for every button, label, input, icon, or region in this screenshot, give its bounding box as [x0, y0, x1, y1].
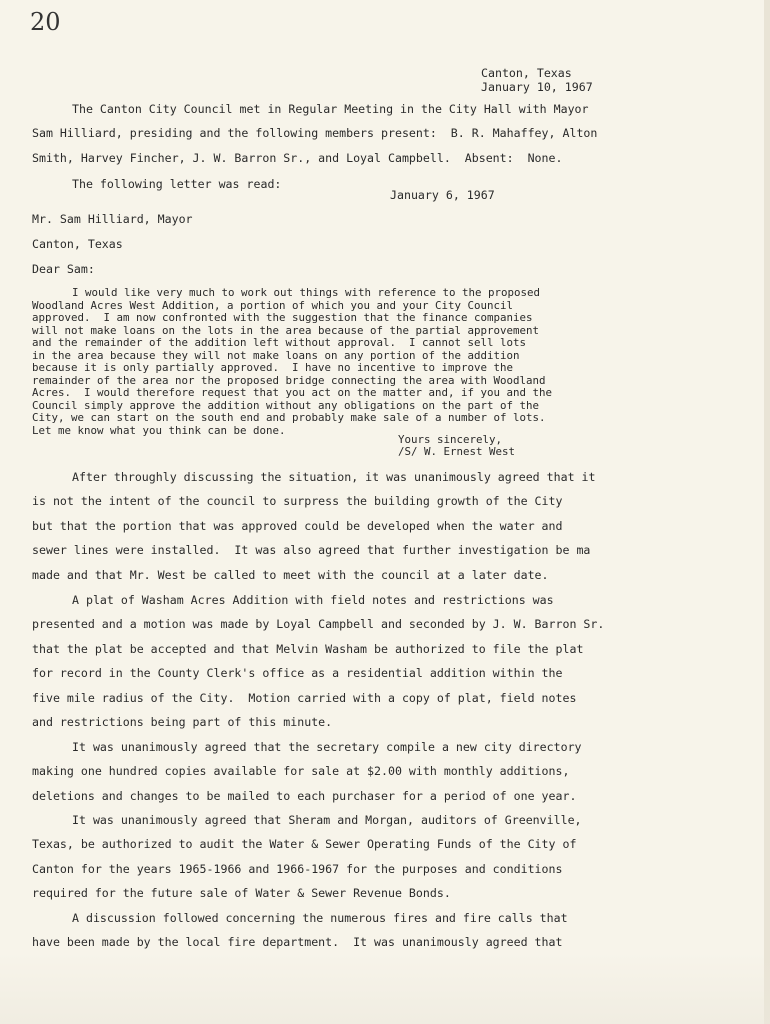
page-edge: [764, 0, 770, 1024]
letter-body-line: remainder of the area nor the proposed bridge connecting the area with Woodland: [32, 373, 546, 387]
minutes-line: It was unanimously agreed that Sheram and Morgan, auditors of Greenville,: [72, 813, 582, 827]
letter-body-line: in the area because they will not make loans on any portion of the addition: [32, 348, 520, 362]
page-number: 20: [30, 8, 61, 36]
letter-body-line: will not make loans on the lots in the area because of the partial approvement: [32, 323, 540, 337]
minutes-line: for record in the County Clerk's office as a residential addition within the: [32, 666, 563, 680]
letter-body-line: City, we can start on the south end and probably make sale of a number of lots.: [32, 411, 546, 424]
minutes-line: After throughly discussing the situation, it was unanimously agreed that it: [72, 470, 596, 484]
letter-address: Canton, Texas: [32, 237, 123, 251]
minutes-line: have been made by the local fire department. It was unanimously agreed that: [32, 935, 563, 949]
minutes-line: Canton for the years 1965-1966 and 1966-1967 for the purposes and conditions: [32, 862, 563, 876]
intro-line: Smith, Harvey Fincher, J. W. Barron Sr., and Loyal Campbell. Absent: None.: [32, 151, 563, 165]
letter-body-line: Council simply approve the addition without any obligations on the part of the: [32, 398, 540, 412]
dateline-place: Canton, Texas: [481, 66, 572, 80]
minutes-line: made and that Mr. West be called to meet with the council at a later date.: [32, 568, 549, 582]
letter-body-line: because it is only partially approved. I have no incentive to improve the: [32, 361, 514, 374]
letter-body-line: Let me know what you think can be done.: [32, 423, 286, 437]
letter-body-line: and the remainder of the addition left without approval. I cannot sell lots: [32, 336, 527, 349]
minutes-line: making one hundred copies available for sale at $2.00 with monthly additions,: [32, 764, 570, 778]
letter-closing: Yours sincerely,: [398, 433, 503, 446]
letter-addressee: Mr. Sam Hilliard, Mayor: [32, 212, 193, 226]
minutes-line: five mile radius of the City. Motion carried with a copy of plat, field notes: [32, 691, 577, 705]
letter-signature: /S/ W. Ernest West: [398, 445, 516, 458]
minutes-line: deletions and changes to be mailed to each purchaser for a period of one year.: [32, 789, 577, 803]
minutes-line: but that the portion that was approved could be developed when the water and: [32, 519, 563, 533]
minutes-line: A plat of Washam Acres Addition with field notes and restrictions was: [72, 593, 554, 607]
page-shadow: [0, 952, 770, 1024]
minutes-line: required for the future sale of Water & Sewer Revenue Bonds.: [32, 886, 451, 900]
minutes-line: that the plat be accepted and that Melvin Washam be authorized to file the plat: [32, 642, 584, 656]
minutes-line: A discussion followed concerning the numerous fires and fire calls that: [72, 911, 568, 925]
minutes-line: sewer lines were installed. It was also agreed that further investigation be ma: [32, 543, 591, 557]
intro-line: The Canton City Council met in Regular Meeting in the City Hall with Mayor: [72, 102, 589, 116]
letter-body-line: Acres. I would therefore request that you act on the matter and, if you and the: [32, 386, 553, 399]
minutes-line: is not the intent of the council to surpress the building growth of the City: [32, 494, 563, 508]
minutes-line: and restrictions being part of this minute.: [32, 715, 333, 729]
letter-salutation: Dear Sam:: [32, 262, 95, 276]
minutes-line: Texas, be authorized to audit the Water & Sewer Operating Funds of the City of: [32, 837, 577, 851]
dateline-date: January 10, 1967: [481, 80, 593, 94]
minutes-line: It was unanimously agreed that the secretary compile a new city directory: [72, 740, 582, 754]
intro-line: Sam Hilliard, presiding and the following members present: B. R. Mahaffey, Alton: [32, 126, 598, 140]
letter-body-line: Woodland Acres West Addition, a portion of which you and your City Council: [32, 298, 514, 312]
intro-line: The following letter was read:: [72, 177, 282, 191]
minutes-line: presented and a motion was made by Loyal Campbell and seconded by J. W. Barron Sr.: [32, 617, 605, 631]
letter-body-line: approved. I am now confronted with the suggestion that the finance companies: [32, 311, 533, 324]
letter-date: January 6, 1967: [390, 188, 495, 202]
letter-body-line: I would like very much to work out things with reference to the proposed: [72, 286, 541, 299]
